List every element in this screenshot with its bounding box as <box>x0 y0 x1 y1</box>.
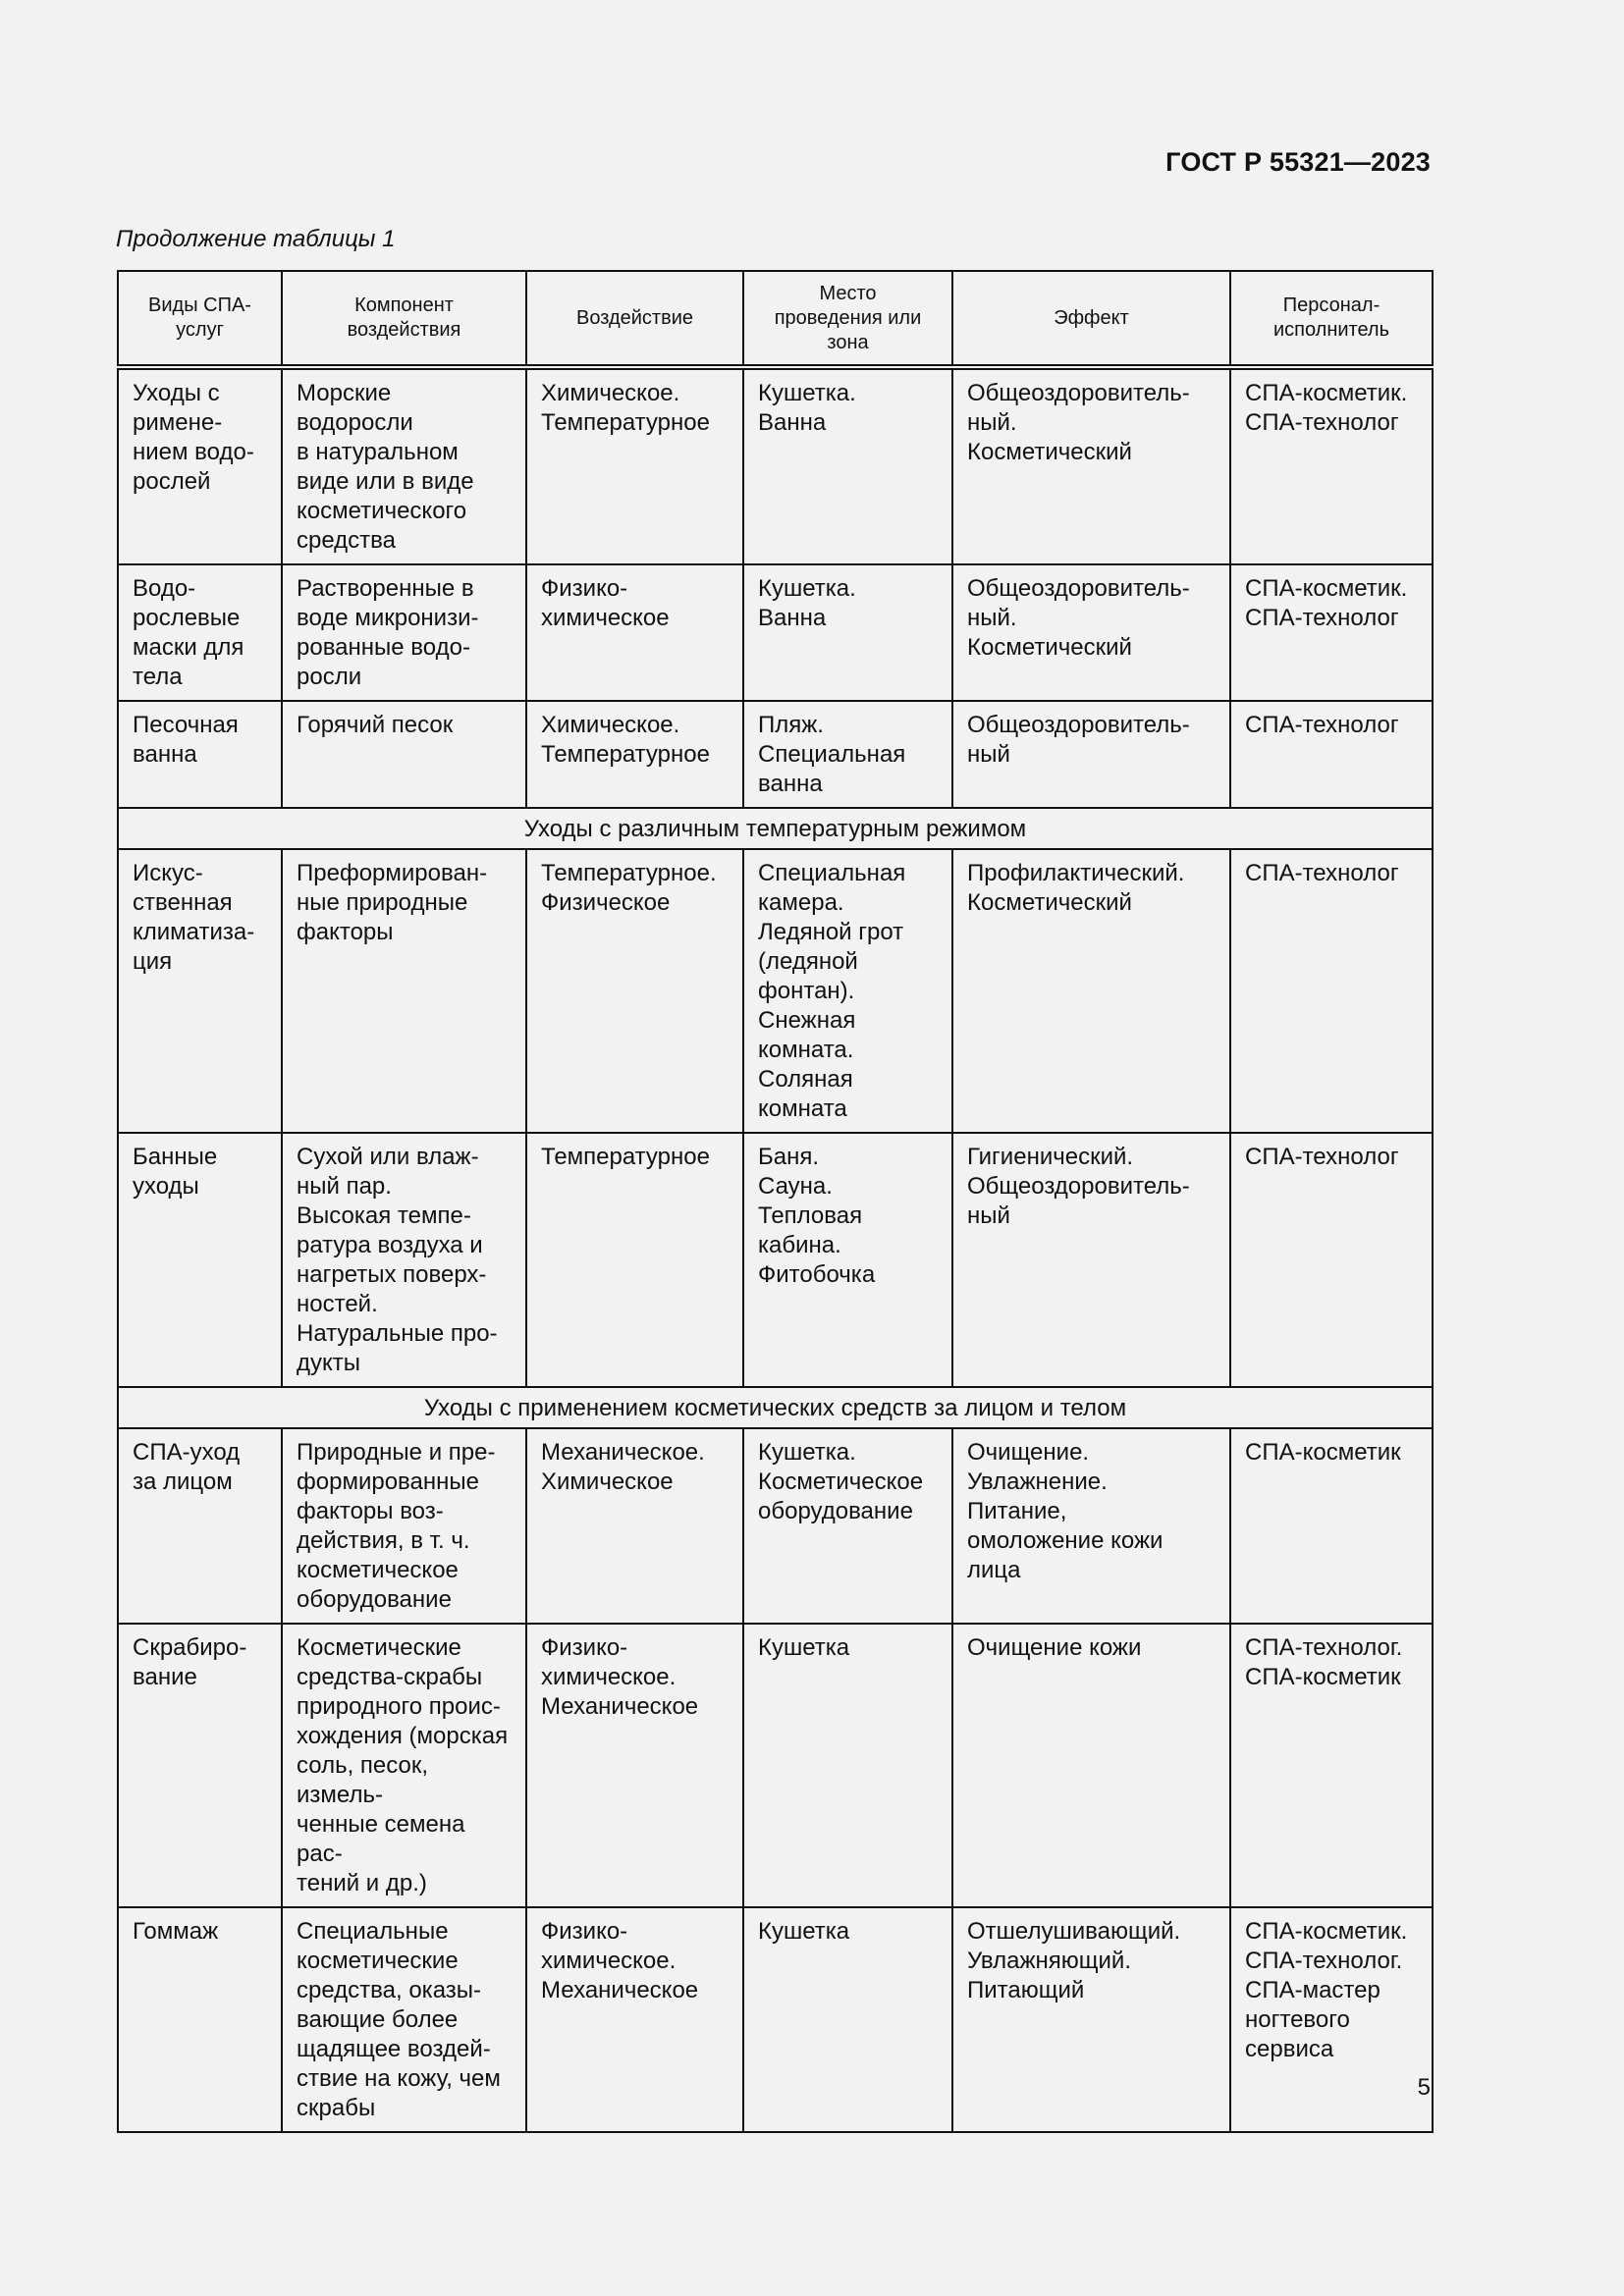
cell-impact: Химическое. Температурное <box>526 367 743 564</box>
table-header <box>118 271 1433 367</box>
spa-services-table <box>117 270 1434 2133</box>
cell-service-type: СПА-уход за лицом <box>118 1428 282 1624</box>
column-header-effect: Эффект <box>952 271 1230 367</box>
cell-location: Кушетка <box>743 1624 952 1907</box>
cell-effect: Общеоздоровитель- ный. Косметический <box>952 367 1230 564</box>
cell-location: Баня. Сауна. Тепловая кабина. Фитобочка <box>743 1133 952 1387</box>
cell-location: Специальная камера. Ледяной грот (ледяной фонтан). Снежная комната. Соляная комната <box>743 849 952 1133</box>
header-row <box>118 271 1433 367</box>
table-caption: Продолжение таблицы 1 <box>116 226 396 252</box>
cell-staff: СПА-косметик. СПА-технолог <box>1230 564 1433 701</box>
page-number: 5 <box>1417 2074 1431 2101</box>
cell-component: Косметические средства-скрабы природного проис- хождения (морская соль, песок, измель- ченные семена рас- тений и др.) <box>282 1624 526 1907</box>
cell-component: Природные и пре- формированные факторы воз- действия, в т. ч. косметическое оборудование <box>282 1428 526 1624</box>
section-heading: Уходы с различным температурным режимом <box>118 808 1433 849</box>
cell-service-type: Гоммаж <box>118 1907 282 2132</box>
cell-effect: Отшелушивающий. Увлажняющий. Питающий <box>952 1907 1230 2132</box>
cell-effect: Общеоздоровитель- ный <box>952 701 1230 808</box>
column-header-service-type: Виды СПА- услуг <box>118 271 282 367</box>
cell-component: Растворенные в воде микронизи- рованные водо- росли <box>282 564 526 701</box>
table-row <box>118 701 1433 808</box>
column-header-component: Компонент воздействия <box>282 271 526 367</box>
column-header-location: Место проведения или зона <box>743 271 952 367</box>
table-row <box>118 1907 1433 2132</box>
cell-component: Морские водоросли в натуральном виде или в виде косметического средства <box>282 367 526 564</box>
cell-location: Кушетка <box>743 1907 952 2132</box>
cell-service-type: Уходы с римене- нием водо- рослей <box>118 367 282 564</box>
cell-effect: Профилактический. Косметический <box>952 849 1230 1133</box>
column-header-impact: Воздействие <box>526 271 743 367</box>
cell-component: Сухой или влаж- ный пар. Высокая темпе- ратура воздуха и нагретых поверх- ностей. Натуральные про- дукты <box>282 1133 526 1387</box>
cell-location: Пляж. Специальная ванна <box>743 701 952 808</box>
cell-impact: Физико- химическое. Механическое <box>526 1907 743 2132</box>
document-code: ГОСТ Р 55321—2023 <box>1165 147 1431 177</box>
section-heading: Уходы с применением косметических средств за лицом и телом <box>118 1387 1433 1428</box>
cell-staff: СПА-технолог <box>1230 849 1433 1133</box>
cell-service-type: Скрабиро- вание <box>118 1624 282 1907</box>
cell-impact: Температурное. Физическое <box>526 849 743 1133</box>
cell-location: Кушетка. Ванна <box>743 367 952 564</box>
cell-impact: Физико- химическое <box>526 564 743 701</box>
table-row <box>118 1428 1433 1624</box>
cell-component: Специальные косметические средства, оказы- вающие более щадящее воздей- ствие на кожу, чем скрабы <box>282 1907 526 2132</box>
cell-effect: Очищение. Увлажнение. Питание, омоложение кожи лица <box>952 1428 1230 1624</box>
table-row <box>118 367 1433 564</box>
cell-impact: Механическое. Химическое <box>526 1428 743 1624</box>
cell-component: Преформирован- ные природные факторы <box>282 849 526 1133</box>
section-row <box>118 1387 1433 1428</box>
cell-location: Кушетка. Ванна <box>743 564 952 701</box>
cell-effect: Гигиенический. Общеоздоровитель- ный <box>952 1133 1230 1387</box>
column-header-staff: Персонал- исполнитель <box>1230 271 1433 367</box>
cell-impact: Температурное <box>526 1133 743 1387</box>
table-row <box>118 849 1433 1133</box>
cell-staff: СПА-косметик <box>1230 1428 1433 1624</box>
cell-staff: СПА-технолог <box>1230 1133 1433 1387</box>
cell-location: Кушетка. Косметическое оборудование <box>743 1428 952 1624</box>
cell-staff: СПА-косметик. СПА-технолог <box>1230 367 1433 564</box>
table-body <box>118 367 1433 2132</box>
cell-effect: Очищение кожи <box>952 1624 1230 1907</box>
cell-component: Горячий песок <box>282 701 526 808</box>
table-row <box>118 1624 1433 1907</box>
cell-effect: Общеоздоровитель- ный. Косметический <box>952 564 1230 701</box>
cell-service-type: Искус- ственная климатиза- ция <box>118 849 282 1133</box>
cell-staff: СПА-косметик. СПА-технолог. СПА-мастер ногтевого сервиса <box>1230 1907 1433 2132</box>
cell-service-type: Банные уходы <box>118 1133 282 1387</box>
cell-impact: Физико- химическое. Механическое <box>526 1624 743 1907</box>
cell-staff: СПА-технолог <box>1230 701 1433 808</box>
cell-service-type: Песочная ванна <box>118 701 282 808</box>
table-row <box>118 1133 1433 1387</box>
cell-staff: СПА-технолог. СПА-косметик <box>1230 1624 1433 1907</box>
cell-impact: Химическое. Температурное <box>526 701 743 808</box>
table-row <box>118 564 1433 701</box>
section-row <box>118 808 1433 849</box>
cell-service-type: Водо- рослевые маски для тела <box>118 564 282 701</box>
